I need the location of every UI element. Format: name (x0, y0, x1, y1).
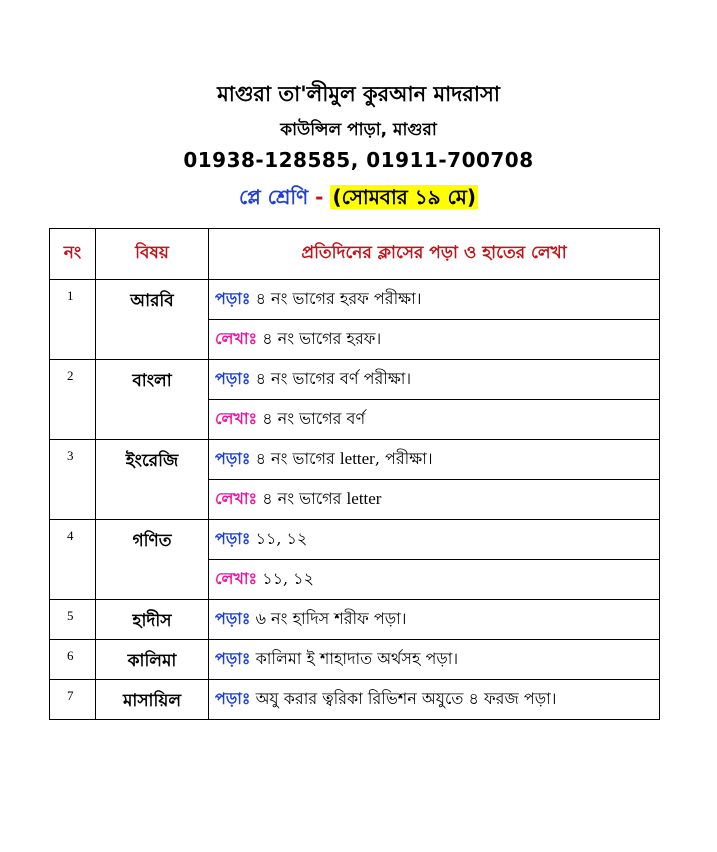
read-label: পড়াঃ (215, 649, 251, 668)
write-task (209, 480, 660, 520)
write-text-part: ৪ নং ভাগের (262, 489, 347, 508)
class-date-line (0, 183, 717, 216)
table-row (50, 520, 660, 560)
read-text: ৬ নং হাদিস শরীফ পড়া। (255, 609, 407, 628)
read-label: পড়াঃ (215, 449, 251, 468)
table-row (50, 600, 660, 640)
subject-name: মাসায়িল (96, 680, 209, 720)
write-label: লেখাঃ (215, 569, 258, 588)
subject-name: ইংরেজি (96, 440, 209, 520)
read-text-english: letter (339, 449, 375, 468)
row-number: 7 (50, 680, 96, 720)
read-text: ৪ নং ভাগের হরফ পরীক্ষা। (255, 289, 422, 308)
subject-name: হাদীস (96, 600, 209, 640)
phone-numbers: 01938-128585, 01911-700708 (183, 148, 534, 172)
write-label: লেখাঃ (215, 329, 258, 348)
table-row (50, 440, 660, 480)
row-number: 4 (50, 520, 96, 600)
read-text-part: ৪ নং ভাগের (255, 449, 340, 468)
read-task (209, 680, 660, 720)
header-subject: বিষয় (96, 229, 209, 280)
read-task (209, 280, 660, 320)
write-text-english: letter (346, 489, 382, 508)
table-row (50, 280, 660, 320)
read-label: পড়াঃ (215, 289, 251, 308)
write-text: ৪ নং ভাগের বর্ণ (262, 409, 366, 428)
header-number: নং (50, 229, 96, 280)
header-description: প্রতিদিনের ক্লাসের পড়া ও হাতের লেখা (209, 229, 660, 280)
write-label: লেখাঃ (215, 489, 258, 508)
read-task (209, 640, 660, 680)
read-text: অযু করার ত্বরিকা রিভিশন অযুতে ৪ ফরজ পড়া। (255, 689, 557, 708)
routine-table (49, 228, 660, 720)
read-label: পড়াঃ (215, 609, 251, 628)
subject-name: গণিত (96, 520, 209, 600)
read-task (209, 600, 660, 640)
write-task (209, 400, 660, 440)
read-text-part: , পরীক্ষা। (374, 449, 433, 468)
read-text (256, 449, 433, 468)
read-text: কালিমা ই শাহাদাত অর্থসহ পড়া। (255, 649, 459, 668)
write-task (209, 560, 660, 600)
write-text: ৪ নং ভাগের হরফ। (262, 329, 382, 348)
institution-title: মাগুরা তা'লীমুল কুরআন মাদরাসা (217, 82, 500, 106)
separator: - (308, 185, 331, 209)
row-number: 1 (50, 280, 96, 360)
write-text (262, 489, 381, 508)
row-number: 5 (50, 600, 96, 640)
write-text: ১১, ১২ (262, 569, 314, 588)
row-number: 3 (50, 440, 96, 520)
read-label: পড়াঃ (215, 529, 251, 548)
subject-name: কালিমা (96, 640, 209, 680)
subject-name: আরবি (96, 280, 209, 360)
read-text: ১১, ১২ (255, 529, 308, 548)
read-text: ৪ নং ভাগের বর্ণ পরীক্ষা। (255, 369, 412, 388)
write-task (209, 320, 660, 360)
table-row (50, 680, 660, 720)
read-label: পড়াঃ (215, 369, 251, 388)
row-number: 6 (50, 640, 96, 680)
table-row (50, 640, 660, 680)
read-task (209, 520, 660, 560)
date-highlight: (সোমবার ১৯ মে) (332, 185, 476, 209)
write-label: লেখাঃ (215, 409, 258, 428)
read-task (209, 440, 660, 480)
table-row (50, 360, 660, 400)
row-number: 2 (50, 360, 96, 440)
class-name: প্লে শ্রেণি (239, 185, 309, 209)
read-label: পড়াঃ (215, 689, 251, 708)
institution-address: কাউন্সিল পাড়া, মাগুরা (280, 120, 437, 140)
read-task (209, 360, 660, 400)
table-header-row (50, 229, 660, 280)
subject-name: বাংলা (96, 360, 209, 440)
